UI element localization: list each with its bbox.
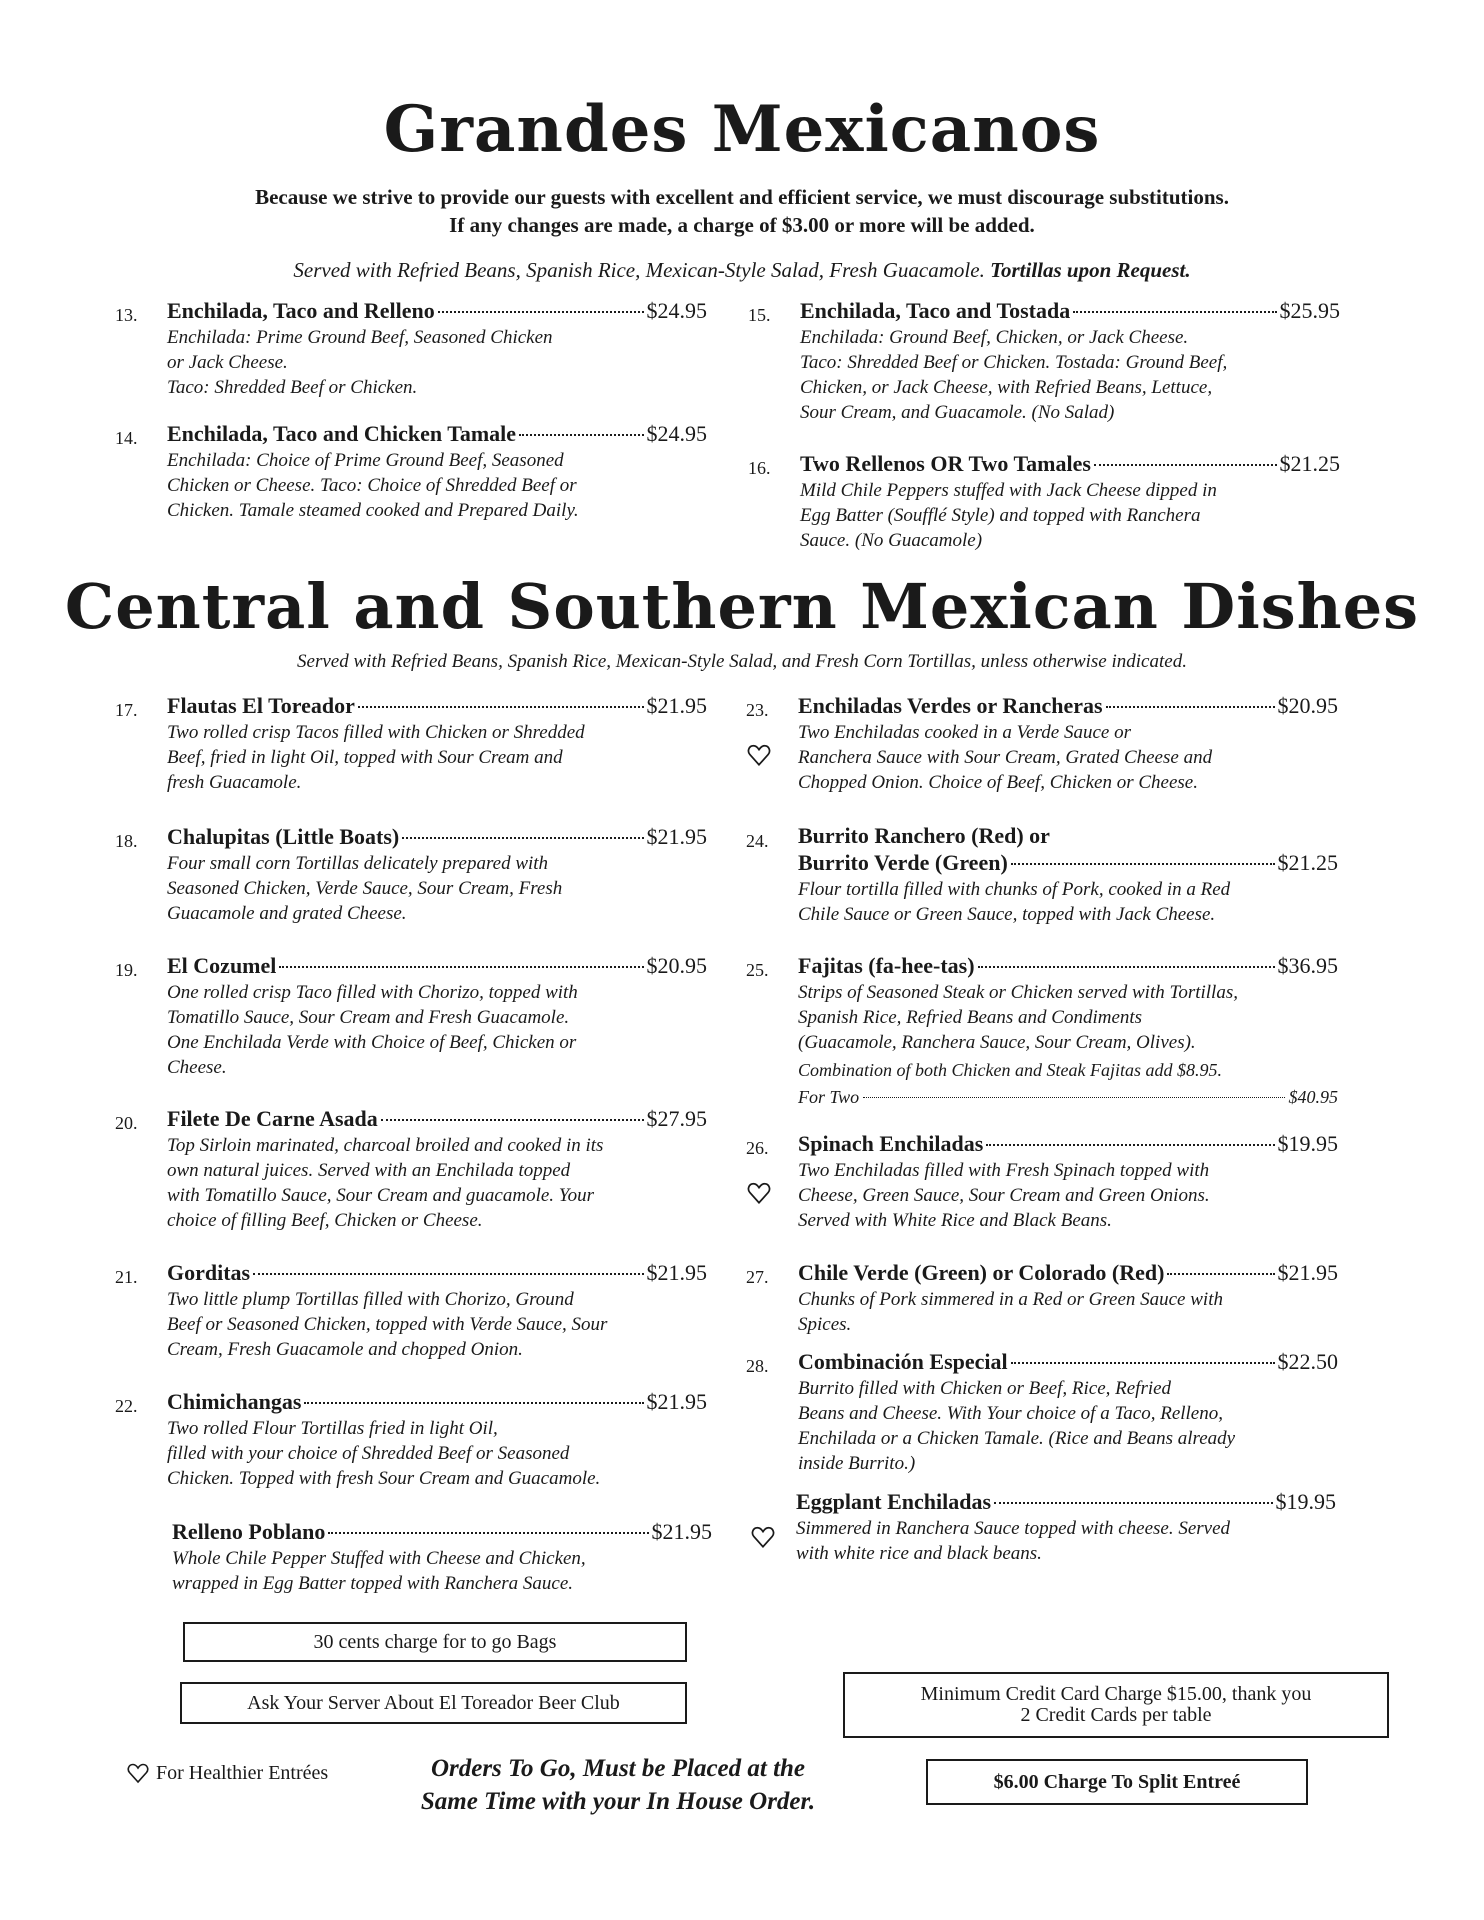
item-number: 23. <box>746 700 769 720</box>
item-name-price-row: Chile Verde (Green) or Colorado (Red) $21.95 <box>798 1260 1338 1285</box>
item-name-price-row: Spinach Enchiladas $19.95 <box>798 1131 1338 1156</box>
item-description: Enchilada: Choice of Prime Ground Beef, Seasoned Chicken or Cheese. Taco: Choice of Shredded Beef or Chicken. Tamale steamed cooked and Prepared Daily. <box>167 450 579 521</box>
menu-item-19 <box>115 952 707 1080</box>
item-description: Enchilada: Prime Ground Beef, Seasoned Chicken or Jack Cheese. Taco: Shredded Beef or Chicken. <box>167 327 553 398</box>
item-number: 22. <box>115 1396 138 1416</box>
menu-item-18 <box>115 823 707 926</box>
item-number: 18. <box>115 831 138 851</box>
served-with-note-central: Served with Refried Beans, Spanish Rice, Mexican-Style Salad, and Fresh Corn Tortillas, unless otherwise indicated. <box>297 651 1187 672</box>
item-name-price-row: Enchilada, Taco and Chicken Tamale $24.95 <box>167 421 707 446</box>
item-name-price-row: Chalupitas (Little Boats) $21.95 <box>167 824 707 849</box>
served-with-note-grandes: Served with Refried Beans, Spanish Rice, Mexican-Style Salad, Fresh Guacamole. Tortillas upon Request. <box>293 258 1191 282</box>
item-description: Burrito Ranchero (Red) or <box>798 823 1050 848</box>
item-description: Two rolled crisp Tacos filled with Chicken or Shredded Beef, fried in light Oil, topped with Sour Cream and fresh Guacamole. <box>167 722 585 793</box>
orders-to-go-note: Orders To Go, Must be Placed at the Same Time with your In House Order. <box>420 1755 816 1815</box>
item-name-price-row: Combinación Especial $22.50 <box>798 1349 1338 1374</box>
item-description: Whole Chile Pepper Stuffed with Cheese and Chicken, wrapped in Egg Batter topped with Ranchera Sauce. <box>172 1548 586 1594</box>
item-name-price-row: Enchilada, Taco and Relleno $24.95 <box>167 298 707 323</box>
section-title-central-southern: Central and Southern Mexican Dishes <box>64 570 1420 643</box>
item-description: Enchilada: Ground Beef, Chicken, or Jack Cheese. Taco: Shredded Beef or Chicken. Tostada: Ground Beef, Chicken, or Jack Cheese, with Refried Beans, Lettuce, Sour Cream, and Guacamole. (No Salad) <box>800 327 1228 423</box>
item-name-price-row: Burrito Verde (Green) $21.25 <box>798 850 1338 875</box>
item-description: Two little plump Tortillas filled with Chorizo, Ground Beef or Seasoned Chicken, topped with Verde Sauce, Sour Cream, Fresh Guacamole and chopped Onion. <box>167 1289 608 1360</box>
item-number: 24. <box>746 831 769 851</box>
menu-item-16 <box>748 450 1340 553</box>
item-number: 13. <box>115 305 138 325</box>
menu-item-13 <box>115 297 707 400</box>
item-number: 19. <box>115 960 138 980</box>
item-description: For Two $40.95 <box>798 1087 1338 1107</box>
item-name-price-row: El Cozumel $20.95 <box>167 953 707 978</box>
item-name-price-row: Flautas El Toreador $21.95 <box>167 693 707 718</box>
item-description: Two Enchiladas cooked in a Verde Sauce or Ranchera Sauce with Sour Cream, Grated Cheese and Chopped Onion. Choice of Beef, Chicken or Cheese. <box>798 722 1213 793</box>
menu-item-23 <box>746 692 1338 795</box>
beer-club-box: Ask Your Server About El Toreador Beer Club <box>180 1682 687 1724</box>
heart-outline-icon <box>126 1760 150 1786</box>
item-number: 28. <box>746 1356 769 1376</box>
item-name-price-row: Filete De Carne Asada $27.95 <box>167 1106 707 1131</box>
menu-item-21 <box>115 1259 707 1362</box>
split-entree-box: $6.00 Charge To Split Entreé <box>926 1759 1308 1805</box>
item-description: One rolled crisp Taco filled with Chorizo, topped with Tomatillo Sauce, Sour Cream and Fresh Guacamole. One Enchilada Verde with Choice of Beef, Chicken or Cheese. <box>167 982 578 1078</box>
item-number: 14. <box>115 428 138 448</box>
item-description: Strips of Seasoned Steak or Chicken served with Tortillas, Spanish Rice, Refried Beans and Condiments (Guacamole, Ranchera Sauce, Sour Cream, Olives). <box>798 982 1238 1053</box>
bags-charge-box: 30 cents charge for to go Bags <box>183 1622 687 1662</box>
item-description: Combination of both Chicken and Steak Fajitas add $8.95. <box>798 1060 1222 1080</box>
item-description: Mild Chile Peppers stuffed with Jack Cheese dipped in Egg Batter (Soufflé Style) and topped with Ranchera Sauce. (No Guacamole) <box>800 480 1217 551</box>
item-number: 27. <box>746 1267 769 1287</box>
credit-card-box: Minimum Credit Card Charge $15.00, thank you 2 Credit Cards per table <box>843 1672 1389 1738</box>
heart-outline-icon <box>746 1180 772 1206</box>
menu-item-eggplant-enchiladas <box>796 1488 1336 1566</box>
item-number: 20. <box>115 1113 138 1133</box>
item-description: Four small corn Tortillas delicately prepared with Seasoned Chicken, Verde Sauce, Sour Cream, Fresh Guacamole and grated Cheese. <box>167 853 563 924</box>
menu-item-14 <box>115 420 707 523</box>
item-name-price-row: Two Rellenos OR Two Tamales $21.25 <box>800 451 1340 476</box>
menu-item-20 <box>115 1105 707 1233</box>
item-name-price-row: Enchilada, Taco and Tostada $25.95 <box>800 298 1340 323</box>
menu-item-22 <box>115 1388 707 1491</box>
heart-outline-icon <box>746 742 772 768</box>
menu-item-27 <box>746 1259 1338 1337</box>
item-description: Burrito filled with Chicken or Beef, Rice, Refried Beans and Cheese. With Your choice of a Taco, Relleno, Enchilada or a Chicken Tamale. (Rice and Beans already inside Burrito.) <box>798 1378 1236 1474</box>
item-name-price-row: Chimichangas $21.95 <box>167 1389 707 1414</box>
item-number: 26. <box>746 1138 769 1158</box>
menu-item-26 <box>746 1130 1338 1233</box>
substitution-notice: Because we strive to provide our guests with excellent and efficient service, we must discourage substitutions. If any changes are made, a charge of $3.00 or more will be added. <box>255 185 1229 237</box>
item-name-price-row: Eggplant Enchiladas $19.95 <box>796 1489 1336 1514</box>
heart-outline-icon <box>750 1524 776 1550</box>
item-description: Two rolled Flour Tortillas fried in light Oil, filled with your choice of Shredded Beef or Seasoned Chicken. Topped with fresh Sour Cream and Guacamole. <box>167 1418 601 1489</box>
item-description: Two Enchiladas filled with Fresh Spinach topped with Cheese, Green Sauce, Sour Cream and Green Onions. Served with White Rice and Black Beans. <box>798 1160 1210 1231</box>
item-name-price-row: Fajitas (fa-hee-tas) $36.95 <box>798 953 1338 978</box>
menu-item-15 <box>748 297 1340 425</box>
menu-item-17 <box>115 692 707 795</box>
item-name-price-row: Enchiladas Verdes or Rancheras $20.95 <box>798 693 1338 718</box>
item-number: 25. <box>746 960 769 980</box>
item-name-price-row: Gorditas $21.95 <box>167 1260 707 1285</box>
item-number: 17. <box>115 700 138 720</box>
section-title-grandes: Grandes Mexicanos <box>383 92 1101 167</box>
item-number: 16. <box>748 458 771 478</box>
item-description: Flour tortilla filled with chunks of Pork, cooked in a Red Chile Sauce or Green Sauce, topped with Jack Cheese. <box>798 879 1231 925</box>
item-number: 15. <box>748 305 771 325</box>
menu-item-24 <box>746 823 1338 927</box>
item-description: Chunks of Pork simmered in a Red or Green Sauce with Spices. <box>798 1289 1223 1335</box>
item-number: 21. <box>115 1267 138 1287</box>
menu-item-28 <box>746 1348 1338 1476</box>
item-description: Top Sirloin marinated, charcoal broiled and cooked in its own natural juices. Served with an Enchilada topped with Tomatillo Sauce, Sour Cream and guacamole. Your choice of filling Beef, Chicken or Cheese. <box>167 1135 604 1231</box>
menu-item-relleno-poblano <box>172 1518 712 1596</box>
item-description: Simmered in Ranchera Sauce topped with cheese. Served with white rice and black beans. <box>796 1518 1231 1564</box>
menu-item-25 <box>746 952 1338 1111</box>
item-name-price-row: Relleno Poblano $21.95 <box>172 1519 712 1544</box>
healthier-legend: For Healthier Entrées <box>126 1760 328 1786</box>
